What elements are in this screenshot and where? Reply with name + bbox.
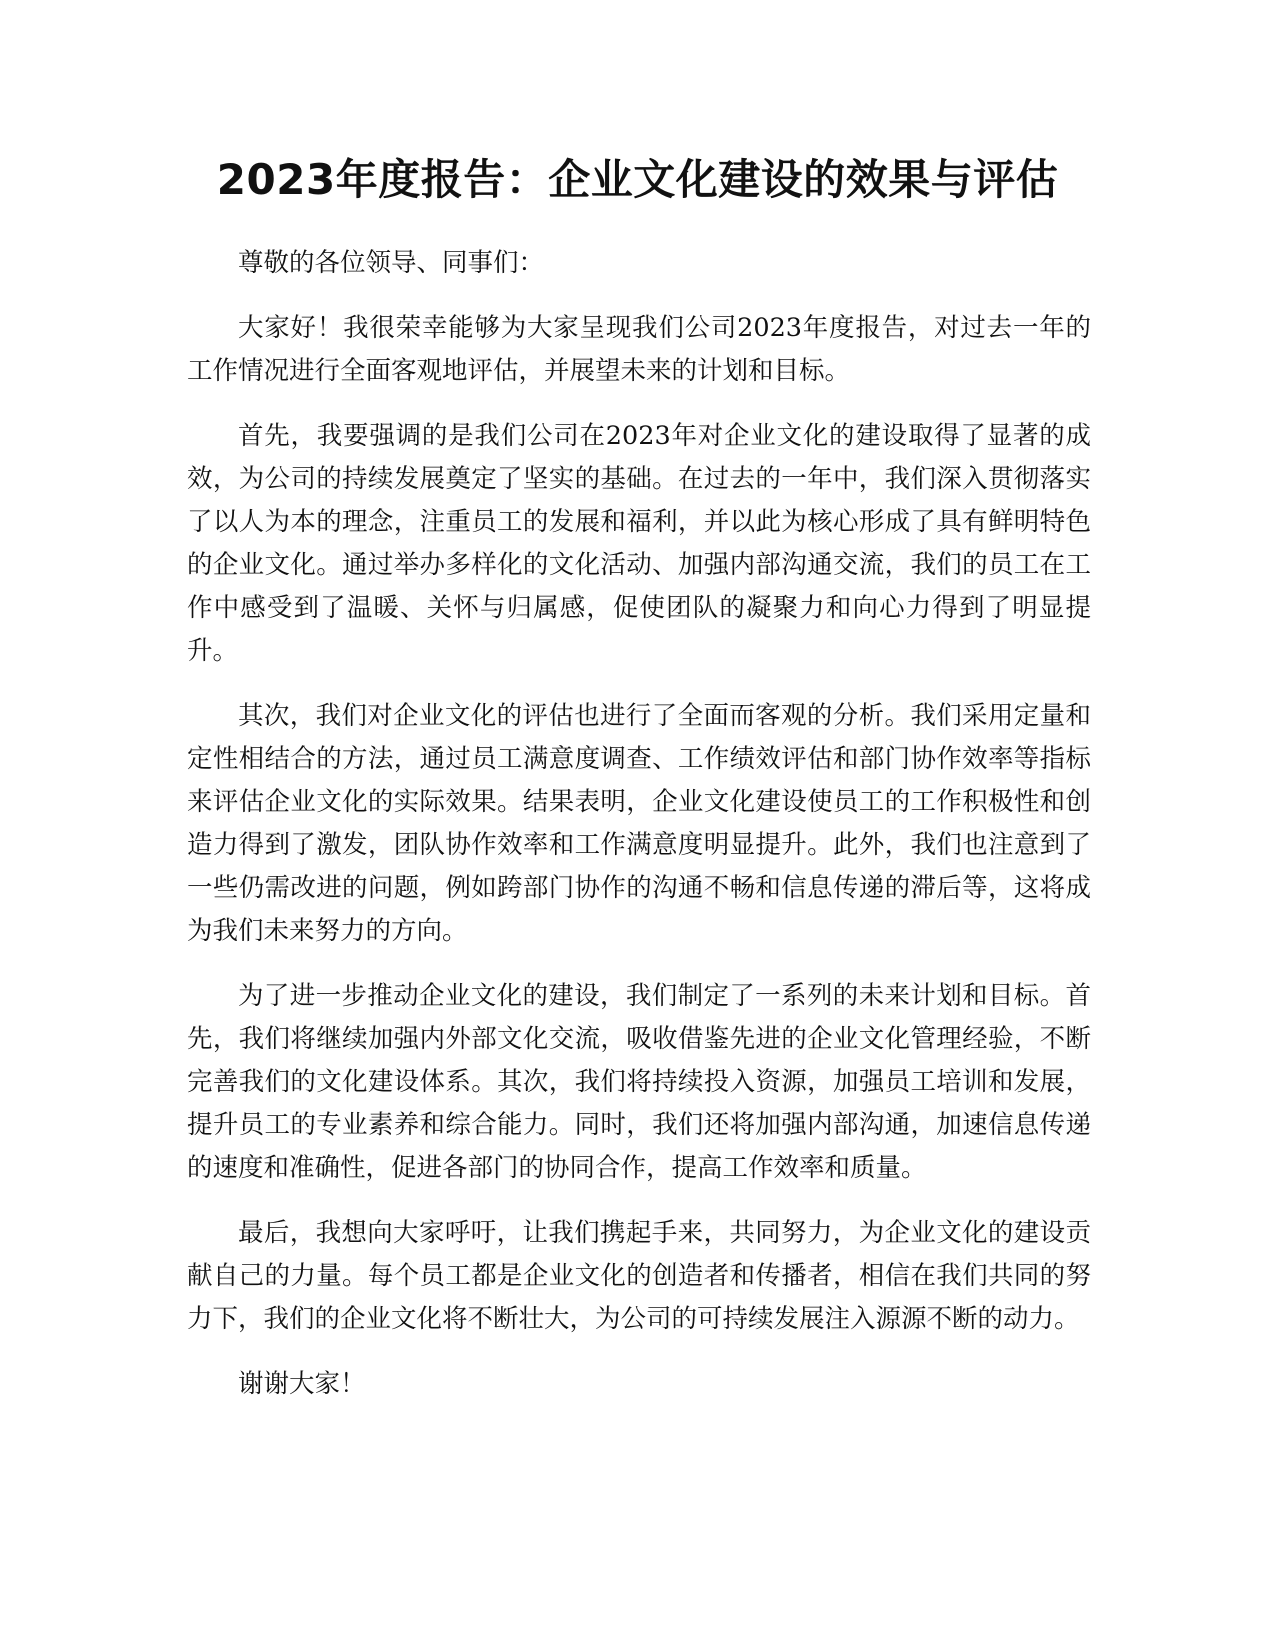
thanks-paragraph: 谢谢大家！ xyxy=(238,1369,366,1399)
closing-appeal-paragraph: 最后，我想向大家呼吁，让我们携起手来，共同努力，为企业文化的建设贡献自己的力量。每个员工都是企业文化的创造者和传播者，相信在我们共同的努力下，我们的企业文化将不断壮大，为公司的可持续发展注入源源不断的动力。 xyxy=(187,1218,1091,1334)
achievements-paragraph: 首先，我要强调的是我们公司在2023年对企业文化的建设取得了显著的成效，为公司的持续发展奠定了坚实的基础。在过去的一年中，我们深入贯彻落实了以人为本的理念，注重员工的发展和福利，并以此为核心形成了具有鲜明特色的企业文化。通过举办多样化的文化活动、加强内部沟通交流，我们的员工在工作中感受到了温暖、关怀与归属感，促使团队的凝聚力和向心力得到了明显提升。 xyxy=(187,421,1091,666)
salutation-paragraph: 尊敬的各位领导、同事们： xyxy=(238,248,545,278)
greeting-paragraph: 大家好！我很荣幸能够为大家呈现我们公司2023年度报告，对过去一年的工作情况进行全面客观地评估，并展望未来的计划和目标。 xyxy=(187,313,1091,386)
document-body xyxy=(187,242,1091,1428)
evaluation-paragraph: 其次，我们对企业文化的评估也进行了全面而客观的分析。我们采用定量和定性相结合的方法，通过员工满意度调查、工作绩效评估和部门协作效率等指标来评估企业文化的实际效果。结果表明，企业文化建设使员工的工作积极性和创造力得到了激发，团队协作效率和工作满意度明显提升。此外，我们也注意到了一些仍需改进的问题，例如跨部门协作的沟通不畅和信息传递的滞后等，这将成为我们未来努力的方向。 xyxy=(187,701,1091,946)
future-plans-paragraph: 为了进一步推动企业文化的建设，我们制定了一系列的未来计划和目标。首先，我们将继续加强内外部文化交流，吸收借鉴先进的企业文化管理经验，不断完善我们的文化建设体系。其次，我们将持续投入资源，加强员工培训和发展，提升员工的专业素养和综合能力。同时，我们还将加强内部沟通，加速信息传递的速度和准确性，促进各部门的协同合作，提高工作效率和质量。 xyxy=(187,981,1091,1183)
document-title: 2023年度报告：企业文化建设的效果与评估 xyxy=(216,155,1059,204)
